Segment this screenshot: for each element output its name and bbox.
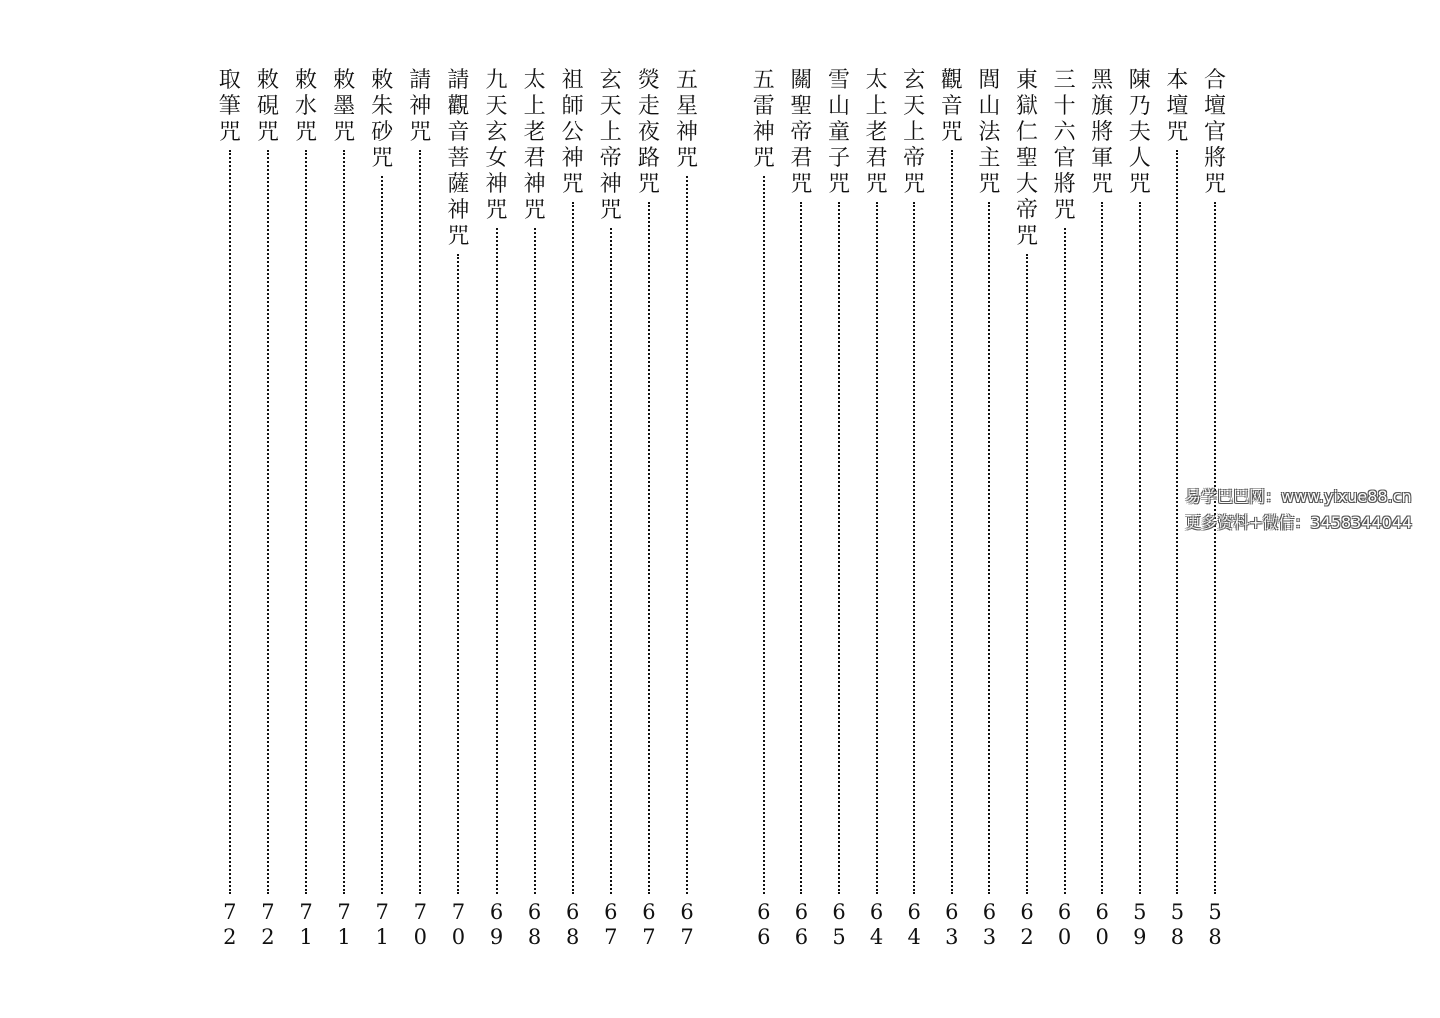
- toc-entry-title: 敕 水 咒: [294, 68, 317, 145]
- toc-entry: [862, 68, 892, 950]
- dot-leader: [988, 202, 990, 894]
- toc-entry: [520, 68, 550, 950]
- toc-entry-page-number: 6 4: [869, 900, 884, 949]
- toc-entry: [329, 68, 359, 950]
- dot-leader: [648, 202, 650, 894]
- toc-entry-title: 請 神 咒: [409, 68, 432, 145]
- toc-entry-title: 黑 旗 將 軍 咒: [1091, 68, 1114, 197]
- toc-entry-title: 玄 天 上 帝 神 咒: [599, 68, 622, 223]
- toc-entry-page-number: 6 6: [794, 900, 809, 949]
- toc-entry: [672, 68, 702, 950]
- toc-entry-title: 敕 硯 咒: [256, 68, 279, 145]
- toc-entry: [291, 68, 321, 950]
- toc-entry-title: 關 聖 帝 君 咒: [790, 68, 813, 197]
- toc-entry-page-number: 6 7: [680, 900, 694, 949]
- dot-leader: [686, 176, 688, 894]
- dot-leader: [763, 176, 765, 894]
- toc-entry-page-number: 7 2: [223, 900, 237, 949]
- dot-leader: [572, 202, 574, 894]
- toc-entry: [1087, 68, 1117, 950]
- toc-entry: [634, 68, 664, 950]
- dot-leader: [838, 202, 840, 894]
- toc-entry-title: 敕 朱 砂 咒: [371, 68, 394, 171]
- toc-entry: [749, 68, 779, 950]
- toc-entry: [824, 68, 854, 950]
- toc-entry: [899, 68, 929, 950]
- toc-entry-page-number: 5 8: [1208, 900, 1222, 949]
- toc-entry-page-number: 6 3: [945, 900, 959, 949]
- toc-entry-title: 太 上 老 君 神 咒: [523, 68, 546, 223]
- dot-leader: [496, 228, 498, 894]
- toc-entry-title: 五 星 神 咒: [675, 68, 698, 171]
- toc-entry-page-number: 6 5: [832, 900, 846, 949]
- toc-entry-title: 敕 墨 咒: [333, 68, 356, 145]
- toc-entry-page-number: 6 9: [489, 900, 504, 949]
- dot-leader: [267, 150, 269, 894]
- toc-entry-page-number: 6 0: [1057, 900, 1072, 949]
- toc-entry-title: 觀 音 咒: [940, 68, 963, 145]
- toc-entry: [253, 68, 283, 950]
- dot-leader: [229, 150, 231, 894]
- toc-entry-page-number: 7 1: [299, 900, 313, 949]
- toc-entry: [1050, 68, 1080, 950]
- toc-entry: [367, 68, 397, 950]
- dot-leader: [419, 150, 421, 894]
- toc-entry: [786, 68, 816, 950]
- toc-entry-page-number: 7 2: [261, 900, 275, 949]
- toc-entry-page-number: 6 7: [642, 900, 656, 949]
- toc-entry: [974, 68, 1004, 950]
- toc-entry: [937, 68, 967, 950]
- toc-entry-page-number: 6 8: [566, 900, 580, 949]
- toc-entry: [482, 68, 512, 950]
- toc-entry-page-number: 7 1: [337, 900, 351, 949]
- dot-leader: [951, 150, 953, 894]
- toc-entry-page-number: 7 0: [413, 900, 427, 949]
- dot-leader: [534, 228, 536, 894]
- toc-entry-page-number: 6 0: [1095, 900, 1109, 949]
- dot-leader: [343, 150, 345, 894]
- watermark-line-1: 易学巴巴网：www.yixue88.cn: [1185, 487, 1412, 506]
- toc-entry-title: 閭 山 法 主 咒: [978, 68, 1001, 197]
- toc-entry-title: 五 雷 神 咒: [752, 68, 775, 171]
- toc-entry-title: 祖 師 公 神 咒: [561, 68, 584, 197]
- toc-entry-title: 三 十 六 官 將 咒: [1053, 68, 1076, 223]
- toc-entry: [443, 68, 473, 950]
- toc-entry-page-number: 6 3: [982, 900, 997, 949]
- dot-leader: [1026, 254, 1028, 894]
- dot-leader: [381, 176, 383, 894]
- toc-entry-page-number: 5 9: [1133, 900, 1147, 949]
- toc-entry: [596, 68, 626, 950]
- toc-entry-title: 本 壇 咒: [1166, 68, 1189, 145]
- toc-entry: [558, 68, 588, 950]
- toc-entry-page-number: 6 4: [907, 900, 921, 949]
- toc-entry: [405, 68, 435, 950]
- toc-entry-page-number: 6 2: [1020, 900, 1034, 949]
- dot-leader: [1139, 202, 1141, 894]
- dot-leader: [876, 202, 878, 894]
- dot-leader: [800, 202, 802, 894]
- toc-entry-page-number: 6 6: [757, 900, 771, 949]
- toc-entry-page-number: 5 8: [1170, 900, 1185, 949]
- toc-entry-title: 東 獄 仁 聖 大 帝 咒: [1015, 68, 1038, 249]
- toc-entry-page-number: 6 7: [604, 900, 618, 949]
- toc-entry-title: 請 觀 音 菩 薩 神 咒: [447, 68, 470, 249]
- toc-entry-title: 取 筆 咒: [218, 68, 241, 145]
- toc-entry-title: 雪 山 童 子 咒: [827, 68, 850, 197]
- dot-leader: [610, 228, 612, 894]
- toc-entry-title: 玄 天 上 帝 咒: [903, 68, 926, 197]
- toc-entry: [1125, 68, 1155, 950]
- dot-leader: [1064, 228, 1066, 894]
- dot-leader: [913, 202, 915, 894]
- toc-entry-title: 九 天 玄 女 神 咒: [485, 68, 508, 223]
- dot-leader: [1101, 202, 1103, 894]
- watermark-line-2: 更多资料+微信：3458344044: [1185, 513, 1413, 532]
- toc-entry-page-number: 7 1: [375, 900, 389, 949]
- dot-leader: [457, 254, 459, 894]
- dot-leader: [1214, 202, 1216, 894]
- toc-entry: [1012, 68, 1042, 950]
- toc-entry-title: 熒 走 夜 路 咒: [637, 68, 660, 197]
- toc-entry-page-number: 7 0: [451, 900, 466, 949]
- toc-entry-title: 合 壇 官 將 咒: [1203, 68, 1226, 197]
- dot-leader: [1176, 150, 1178, 894]
- toc-entry-title: 陳 乃 夫 人 咒: [1128, 68, 1151, 197]
- watermark: [1185, 484, 1435, 536]
- toc-entry-page-number: 6 8: [527, 900, 542, 949]
- toc-entry: [215, 68, 245, 950]
- toc-entry-title: 太 上 老 君 咒: [865, 68, 888, 197]
- dot-leader: [305, 150, 307, 894]
